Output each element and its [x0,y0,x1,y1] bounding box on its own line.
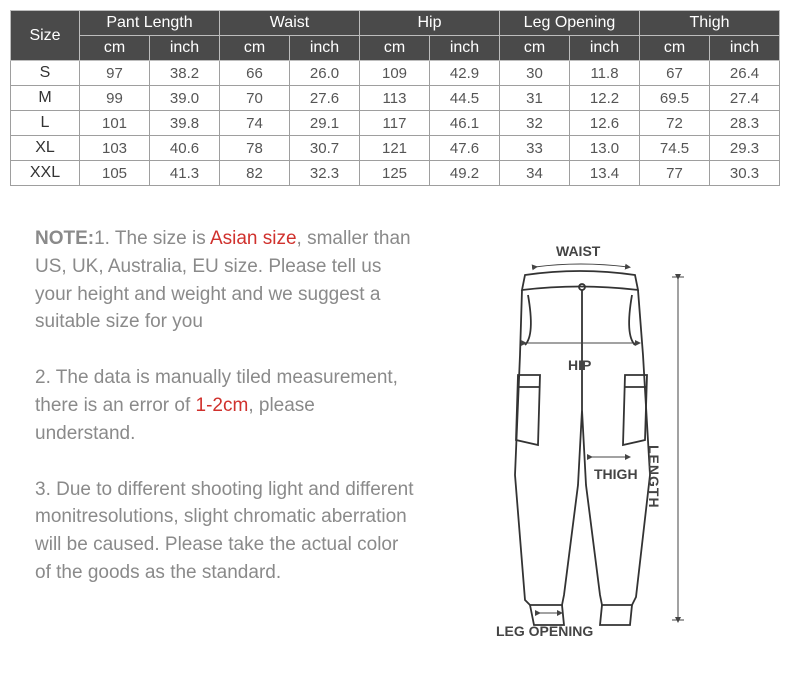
value-cell: 30 [500,61,570,86]
unit-header: inch [710,36,780,61]
value-cell: 39.8 [150,111,220,136]
value-cell: 29.1 [290,111,360,136]
size-cell: S [11,61,80,86]
value-cell: 31 [500,86,570,111]
value-cell: 78 [220,136,290,161]
group-header-waist: Waist [220,11,360,36]
value-cell: 34 [500,161,570,186]
value-cell: 11.8 [570,61,640,86]
value-cell: 67 [640,61,710,86]
unit-header: cm [220,36,290,61]
value-cell: 70 [220,86,290,111]
value-cell: 66 [220,61,290,86]
asian-size-highlight: Asian size [209,228,297,249]
note-2-text: 2. The data is manually tiled measurement, there is an error of [35,367,398,416]
value-cell: 72 [640,111,710,136]
group-header-leg-opening: Leg Opening [500,11,640,36]
size-cell: M [11,86,80,111]
table-row [11,136,780,161]
note-3: 3. Due to different shooting light and different monitresolutions, slight chromatic aberration will be caused. Please take the actual color of the goods as the standard. [35,478,414,583]
group-header-pant-length: Pant Length [80,11,220,36]
value-cell: 27.4 [710,86,780,111]
note-2 [35,364,415,447]
value-cell: 13.4 [570,161,640,186]
value-cell: 97 [80,61,150,86]
group-header-thigh: Thigh [640,11,780,36]
leg-opening-label: LEG OPENING [496,623,594,639]
note-1-text: 1. The size is [94,228,210,249]
value-cell: 103 [80,136,150,161]
pants-measurement-diagram [480,235,730,645]
table-row [11,161,780,186]
value-cell: 77 [640,161,710,186]
value-cell: 125 [360,161,430,186]
table-row [11,86,780,111]
value-cell: 28.3 [710,111,780,136]
value-cell: 26.0 [290,61,360,86]
unit-header: inch [150,36,220,61]
value-cell: 32 [500,111,570,136]
value-cell: 101 [80,111,150,136]
note-1 [35,225,415,336]
value-cell: 26.4 [710,61,780,86]
hip-label: HIP [568,357,592,373]
group-header-hip: Hip [360,11,500,36]
notes-section [35,225,415,615]
value-cell: 41.3 [150,161,220,186]
value-cell: 49.2 [430,161,500,186]
size-cell: XXL [11,161,80,186]
value-cell: 38.2 [150,61,220,86]
table-row [11,111,780,136]
value-cell: 105 [80,161,150,186]
size-header: Size [11,11,80,61]
value-cell: 74 [220,111,290,136]
unit-header: cm [640,36,710,61]
error-range-highlight: 1-2cm [195,394,249,416]
unit-header: cm [80,36,150,61]
value-cell: 39.0 [150,86,220,111]
value-cell: 109 [360,61,430,86]
table-header-row [11,11,780,36]
value-cell: 46.1 [430,111,500,136]
value-cell: 117 [360,111,430,136]
value-cell: 44.5 [430,86,500,111]
thigh-label: THIGH [594,466,638,482]
value-cell: 74.5 [640,136,710,161]
value-cell: 99 [80,86,150,111]
size-cell: L [11,111,80,136]
value-cell: 113 [360,86,430,111]
value-cell: 12.6 [570,111,640,136]
value-cell: 40.6 [150,136,220,161]
value-cell: 27.6 [290,86,360,111]
table-row [11,61,780,86]
size-chart-table [10,10,780,186]
value-cell: 42.9 [430,61,500,86]
value-cell: 33 [500,136,570,161]
waist-label: WAIST [556,243,601,259]
table-body [11,61,780,186]
value-cell: 69.5 [640,86,710,111]
note-1-text-rest: , smaller than US, UK, Australia, EU size. Please tell us your height and weight and we suggest a suitable size for you [35,228,411,333]
size-cell: XL [11,136,80,161]
unit-header-row [11,36,780,61]
pants-illustration [480,235,730,645]
value-cell: 32.3 [290,161,360,186]
value-cell: 29.3 [710,136,780,161]
unit-header: inch [570,36,640,61]
length-label: LENGTH [646,445,662,509]
note-2-text-rest: , please understand. [35,394,315,444]
value-cell: 121 [360,136,430,161]
value-cell: 30.3 [710,161,780,186]
value-cell: 82 [220,161,290,186]
unit-header: cm [360,36,430,61]
unit-header: cm [500,36,570,61]
unit-header: inch [430,36,500,61]
value-cell: 12.2 [570,86,640,111]
value-cell: 30.7 [290,136,360,161]
unit-header: inch [290,36,360,61]
value-cell: 47.6 [430,136,500,161]
note-label: NOTE: [35,228,95,249]
value-cell: 13.0 [570,136,640,161]
